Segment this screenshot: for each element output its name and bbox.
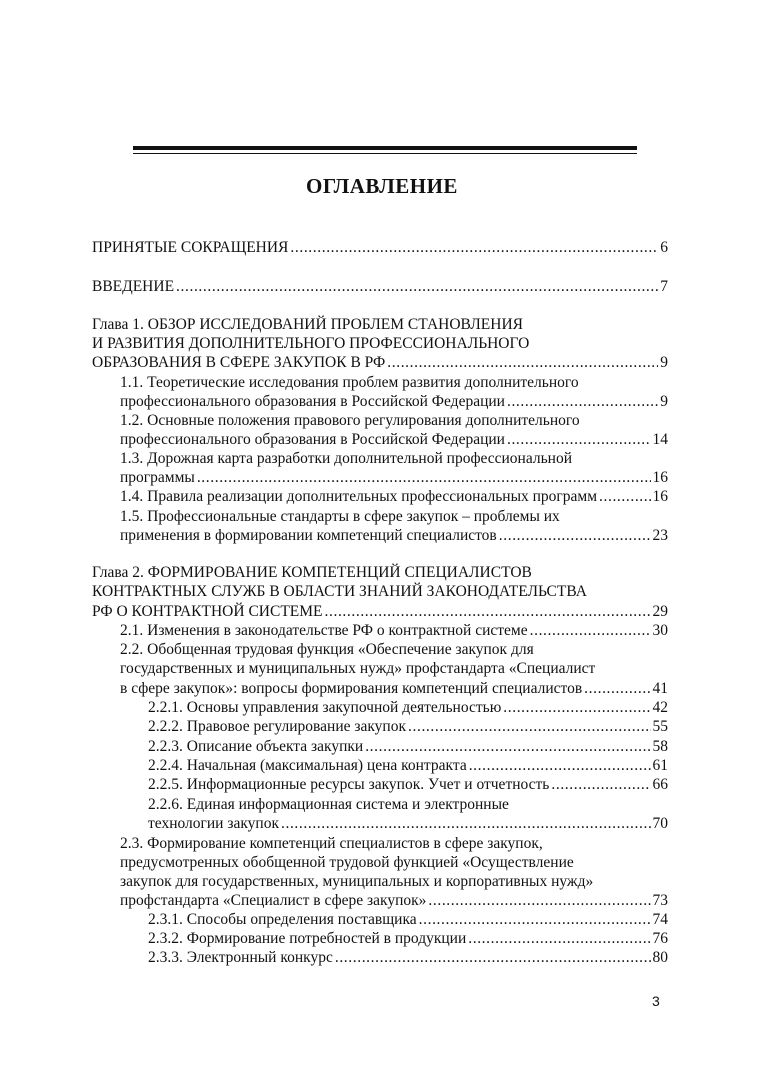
toc-section-1-1-line-2 bbox=[0, 392, 764, 412]
toc-page-number: 6 bbox=[660, 239, 668, 256]
toc-section-2-2-line-1: 2.2. Обобщенная трудовая функция «Обеспечение закупок для bbox=[120, 641, 534, 658]
toc-page-number: 55 bbox=[652, 718, 668, 735]
toc-entry-text: 2.2.5. Информационные ресурсы закупок. Учет и отчетность bbox=[148, 776, 550, 793]
page-title: ОГЛАВЛЕНИЕ bbox=[306, 174, 458, 198]
toc-page-number: 73 bbox=[652, 892, 668, 909]
toc-page-number: 16 bbox=[652, 469, 668, 486]
toc-section-1-1-line-1: 1.1. Теоретические исследования проблем развития дополнительного bbox=[120, 374, 579, 391]
toc-entry-text: в сфере закупок»: вопросы формирования компетенций специалистов bbox=[120, 680, 583, 697]
toc-leader-dots bbox=[428, 891, 650, 911]
toc-entry-text: 2.3.1. Способы определения поставщика bbox=[148, 911, 417, 928]
toc-page-number: 29 bbox=[652, 603, 668, 620]
toc-page-number: 9 bbox=[660, 393, 668, 410]
toc-page-number: 41 bbox=[652, 680, 668, 697]
toc-entry-text: 2.2.3. Описание объекта закупки bbox=[148, 738, 364, 755]
toc-entry-text: профессионального образования в Российской Федерации bbox=[120, 431, 505, 448]
toc-leader-dots bbox=[419, 910, 651, 930]
toc-section-1-2-line-2 bbox=[0, 430, 764, 450]
toc-section-2-3-line-4 bbox=[0, 891, 764, 911]
toc-page-number: 9 bbox=[660, 354, 668, 371]
toc-leader-dots bbox=[499, 526, 651, 546]
toc-leader-dots bbox=[507, 392, 658, 412]
toc-entry-text: РФ О КОНТРАКТНОЙ СИСТЕМЕ bbox=[92, 603, 323, 620]
toc-page-number: 42 bbox=[652, 699, 668, 716]
toc-page-number: 74 bbox=[652, 911, 668, 928]
toc-entry-text: 2.3.2. Формирование потребностей в продукции bbox=[148, 930, 467, 947]
toc-entry-text: программы bbox=[120, 469, 195, 486]
toc-page-number: 76 bbox=[652, 930, 668, 947]
page-number: 3 bbox=[652, 993, 660, 1009]
toc-leader-dots bbox=[530, 621, 651, 641]
toc-entry-text: 2.2.4. Начальная (максимальная) цена контракта bbox=[148, 757, 467, 774]
toc-section-1-4 bbox=[0, 487, 764, 507]
toc-page-number: 23 bbox=[652, 527, 668, 544]
toc-chapter-1-line-1: Глава 1. ОБЗОР ИССЛЕДОВАНИЙ ПРОБЛЕМ СТАНОВЛЕНИЯ bbox=[92, 316, 523, 333]
toc-chapter-2-line-1: Глава 2. ФОРМИРОВАНИЕ КОМПЕТЕНЦИЙ СПЕЦИАЛИСТОВ bbox=[92, 564, 532, 581]
toc-section-1-3-line-2 bbox=[0, 468, 764, 488]
toc-entry-text: технологии закупок bbox=[148, 815, 279, 832]
toc-entry-text: 2.2.2. Правовое регулирование закупок bbox=[148, 718, 407, 735]
toc-subsection-2-2-6-line-1: 2.2.6. Единая информационная система и электронные bbox=[148, 796, 509, 813]
toc-subsection-2-2-6-line-2 bbox=[0, 814, 764, 834]
toc-leader-dots bbox=[507, 430, 651, 450]
toc-leader-dots bbox=[503, 698, 650, 718]
toc-leader-dots bbox=[468, 929, 650, 949]
toc-entry-text: 2.3.3. Электронный конкурс bbox=[148, 949, 333, 966]
toc-leader-dots bbox=[469, 756, 651, 776]
toc-leader-dots bbox=[584, 679, 650, 699]
toc-subsection-2-2-3 bbox=[0, 737, 764, 757]
toc-subsection-2-2-4 bbox=[0, 756, 764, 776]
toc-page-number: 16 bbox=[652, 488, 668, 505]
toc-subsection-2-2-5 bbox=[0, 775, 764, 795]
toc-subsection-2-3-1 bbox=[0, 910, 764, 930]
toc-subsection-2-2-2 bbox=[0, 717, 764, 737]
toc-chapter-2-line-3 bbox=[0, 602, 764, 622]
toc-chapter-1-line-2: И РАЗВИТИЯ ДОПОЛНИТЕЛЬНОГО ПРОФЕССИОНАЛЬНОГО bbox=[92, 335, 530, 352]
toc-leader-dots bbox=[197, 468, 651, 488]
toc-subsection-2-3-3 bbox=[0, 948, 764, 968]
toc-leader-dots bbox=[290, 238, 658, 258]
toc-page-number: 58 bbox=[652, 738, 668, 755]
toc-page-number: 14 bbox=[652, 431, 668, 448]
toc-section-2-3-line-1: 2.3. Формирование компетенций специалистов в сфере закупок, bbox=[120, 835, 543, 852]
toc-leader-dots bbox=[335, 948, 651, 968]
toc-subsection-2-3-2 bbox=[0, 929, 764, 949]
toc-chapter-1-line-3 bbox=[0, 353, 764, 373]
toc-section-2-2-line-2: государственных и муниципальных нужд» профстандарта «Специалист bbox=[120, 660, 596, 677]
toc-leader-dots bbox=[325, 602, 651, 622]
toc-leader-dots bbox=[176, 277, 658, 297]
toc-entry-text: ПРИНЯТЫЕ СОКРАЩЕНИЯ bbox=[92, 239, 289, 256]
toc-section-1-2-line-1: 1.2. Основные положения правового регулирования дополнительного bbox=[120, 412, 580, 429]
toc-leader-dots bbox=[387, 353, 658, 373]
toc-section-2-2-line-3 bbox=[0, 679, 764, 699]
toc-entry-text: профстандарта «Специалист в сфере закупок» bbox=[120, 892, 427, 909]
toc-section-1-5-line-1: 1.5. Профессиональные стандарты в сфере закупок – проблемы их bbox=[120, 508, 560, 525]
toc-section-1-3-line-1: 1.3. Дорожная карта разработки дополнительной профессиональной bbox=[120, 450, 573, 467]
toc-chapter-2-line-2: КОНТРАКТНЫХ СЛУЖБ В ОБЛАСТИ ЗНАНИЙ ЗАКОНОДАТЕЛЬСТВА bbox=[92, 583, 587, 600]
toc-entry-text: ВВЕДЕНИЕ bbox=[92, 278, 175, 295]
toc-leader-dots bbox=[551, 775, 650, 795]
toc-page-number: 80 bbox=[652, 949, 668, 966]
toc-section-1-5-line-2 bbox=[0, 526, 764, 546]
toc-leader-dots bbox=[281, 814, 651, 834]
toc-page-number: 30 bbox=[652, 622, 668, 639]
toc-leader-dots bbox=[599, 487, 650, 507]
toc-entry-text: 2.2.1. Основы управления закупочной деятельностью bbox=[148, 699, 502, 716]
toc-page-number: 7 bbox=[660, 278, 668, 295]
toc-subsection-2-2-1 bbox=[0, 698, 764, 718]
toc-leader-dots bbox=[408, 717, 650, 737]
toc-page-number: 70 bbox=[652, 815, 668, 832]
toc-entry-introduction bbox=[0, 277, 764, 297]
toc-section-2-3-line-3: закупок для государственных, муниципальных и корпоративных нужд» bbox=[120, 873, 594, 890]
toc-section-2-3-line-2: предусмотренных обобщенной трудовой функцией «Осуществление bbox=[120, 854, 574, 871]
toc-entry-text: 2.1. Изменения в законодательстве РФ о контрактной системе bbox=[120, 622, 528, 639]
toc-entry-text: профессионального образования в Российской Федерации bbox=[120, 393, 505, 410]
toc-section-2-1 bbox=[0, 621, 764, 641]
toc-page-number: 61 bbox=[652, 757, 668, 774]
toc-entry-abbreviations bbox=[0, 238, 764, 258]
toc-entry-text: 1.4. Правила реализации дополнительных профессиональных программ bbox=[120, 488, 598, 505]
toc-leader-dots bbox=[365, 737, 650, 757]
toc-page-number: 66 bbox=[652, 776, 668, 793]
toc-entry-text: ОБРАЗОВАНИЯ В СФЕРЕ ЗАКУПОК В РФ bbox=[92, 354, 386, 371]
toc-entry-text: применения в формировании компетенций специалистов bbox=[120, 527, 497, 544]
